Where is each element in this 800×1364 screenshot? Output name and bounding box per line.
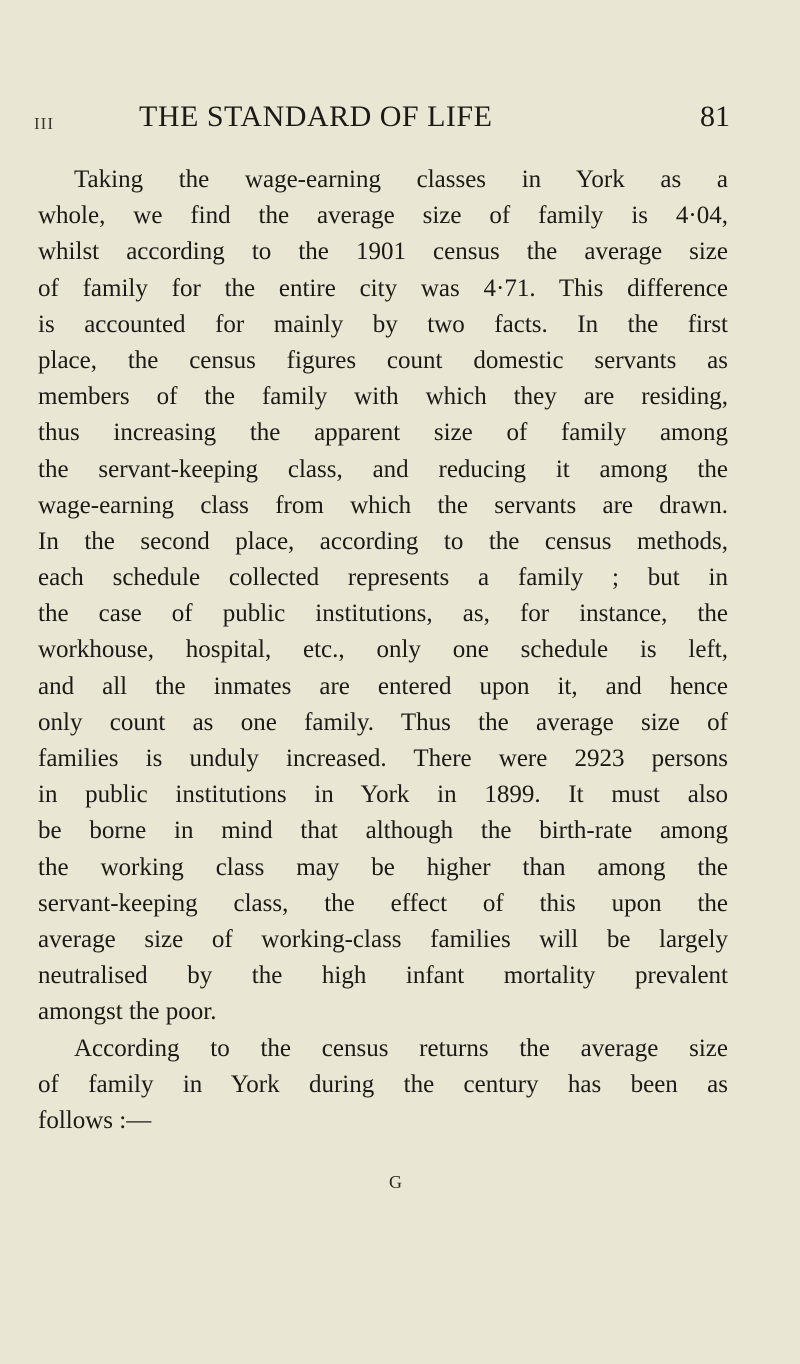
text-line: whole, we find the average size of family is 4·04,	[38, 202, 728, 230]
text-line: of family for the entire city was 4·71. This difference	[38, 274, 728, 302]
text-line: follows :—	[38, 1106, 152, 1134]
text-line: is accounted for mainly by two facts. In the first	[38, 310, 728, 338]
text-line: of family in York during the century has been as	[38, 1070, 728, 1098]
text-line: According to the census returns the average size	[74, 1034, 728, 1062]
text-line: and all the inmates are entered upon it, and hence	[38, 672, 728, 700]
page-number: 81	[700, 100, 730, 133]
chapter-number: III	[34, 114, 54, 133]
text-line: amongst the poor.	[38, 998, 217, 1026]
text-line: neutralised by the high infant mortality prevalent	[38, 962, 728, 990]
text-line: only count as one family. Thus the average size of	[38, 708, 728, 736]
text-line: workhouse, hospital, etc., only one schedule is left,	[38, 636, 728, 664]
text-line: the servant-keeping class, and reducing it among the	[38, 455, 728, 483]
page-header	[34, 100, 730, 150]
text-line: thus increasing the apparent size of family among	[38, 419, 728, 447]
text-line: average size of working-class families will be largely	[38, 925, 728, 953]
signature-mark: G	[389, 1172, 402, 1192]
text-line: each schedule collected represents a family ; but in	[38, 564, 728, 592]
text-line: In the second place, according to the census methods,	[38, 527, 728, 555]
text-line: Taking the wage-earning classes in York as a	[74, 166, 728, 193]
text-line: be borne in mind that although the birth-rate among	[38, 817, 728, 845]
text-line: members of the family with which they are residing,	[38, 383, 728, 411]
running-head: THE STANDARD OF LIFE	[139, 100, 493, 133]
text-line: whilst according to the 1901 census the average size	[38, 238, 728, 266]
text-line: families is unduly increased. There were 2923 persons	[38, 745, 728, 772]
text-line: in public institutions in York in 1899. It must also	[38, 781, 728, 809]
text-line: wage-earning class from which the servants are drawn.	[38, 491, 728, 519]
text-line: place, the census figures count domestic servants as	[38, 346, 728, 374]
text-line: servant-keeping class, the effect of this upon the	[38, 889, 728, 917]
text-line: the case of public institutions, as, for instance, the	[38, 600, 728, 628]
text-line: the working class may be higher than among the	[38, 853, 728, 881]
body-text	[38, 162, 728, 1139]
